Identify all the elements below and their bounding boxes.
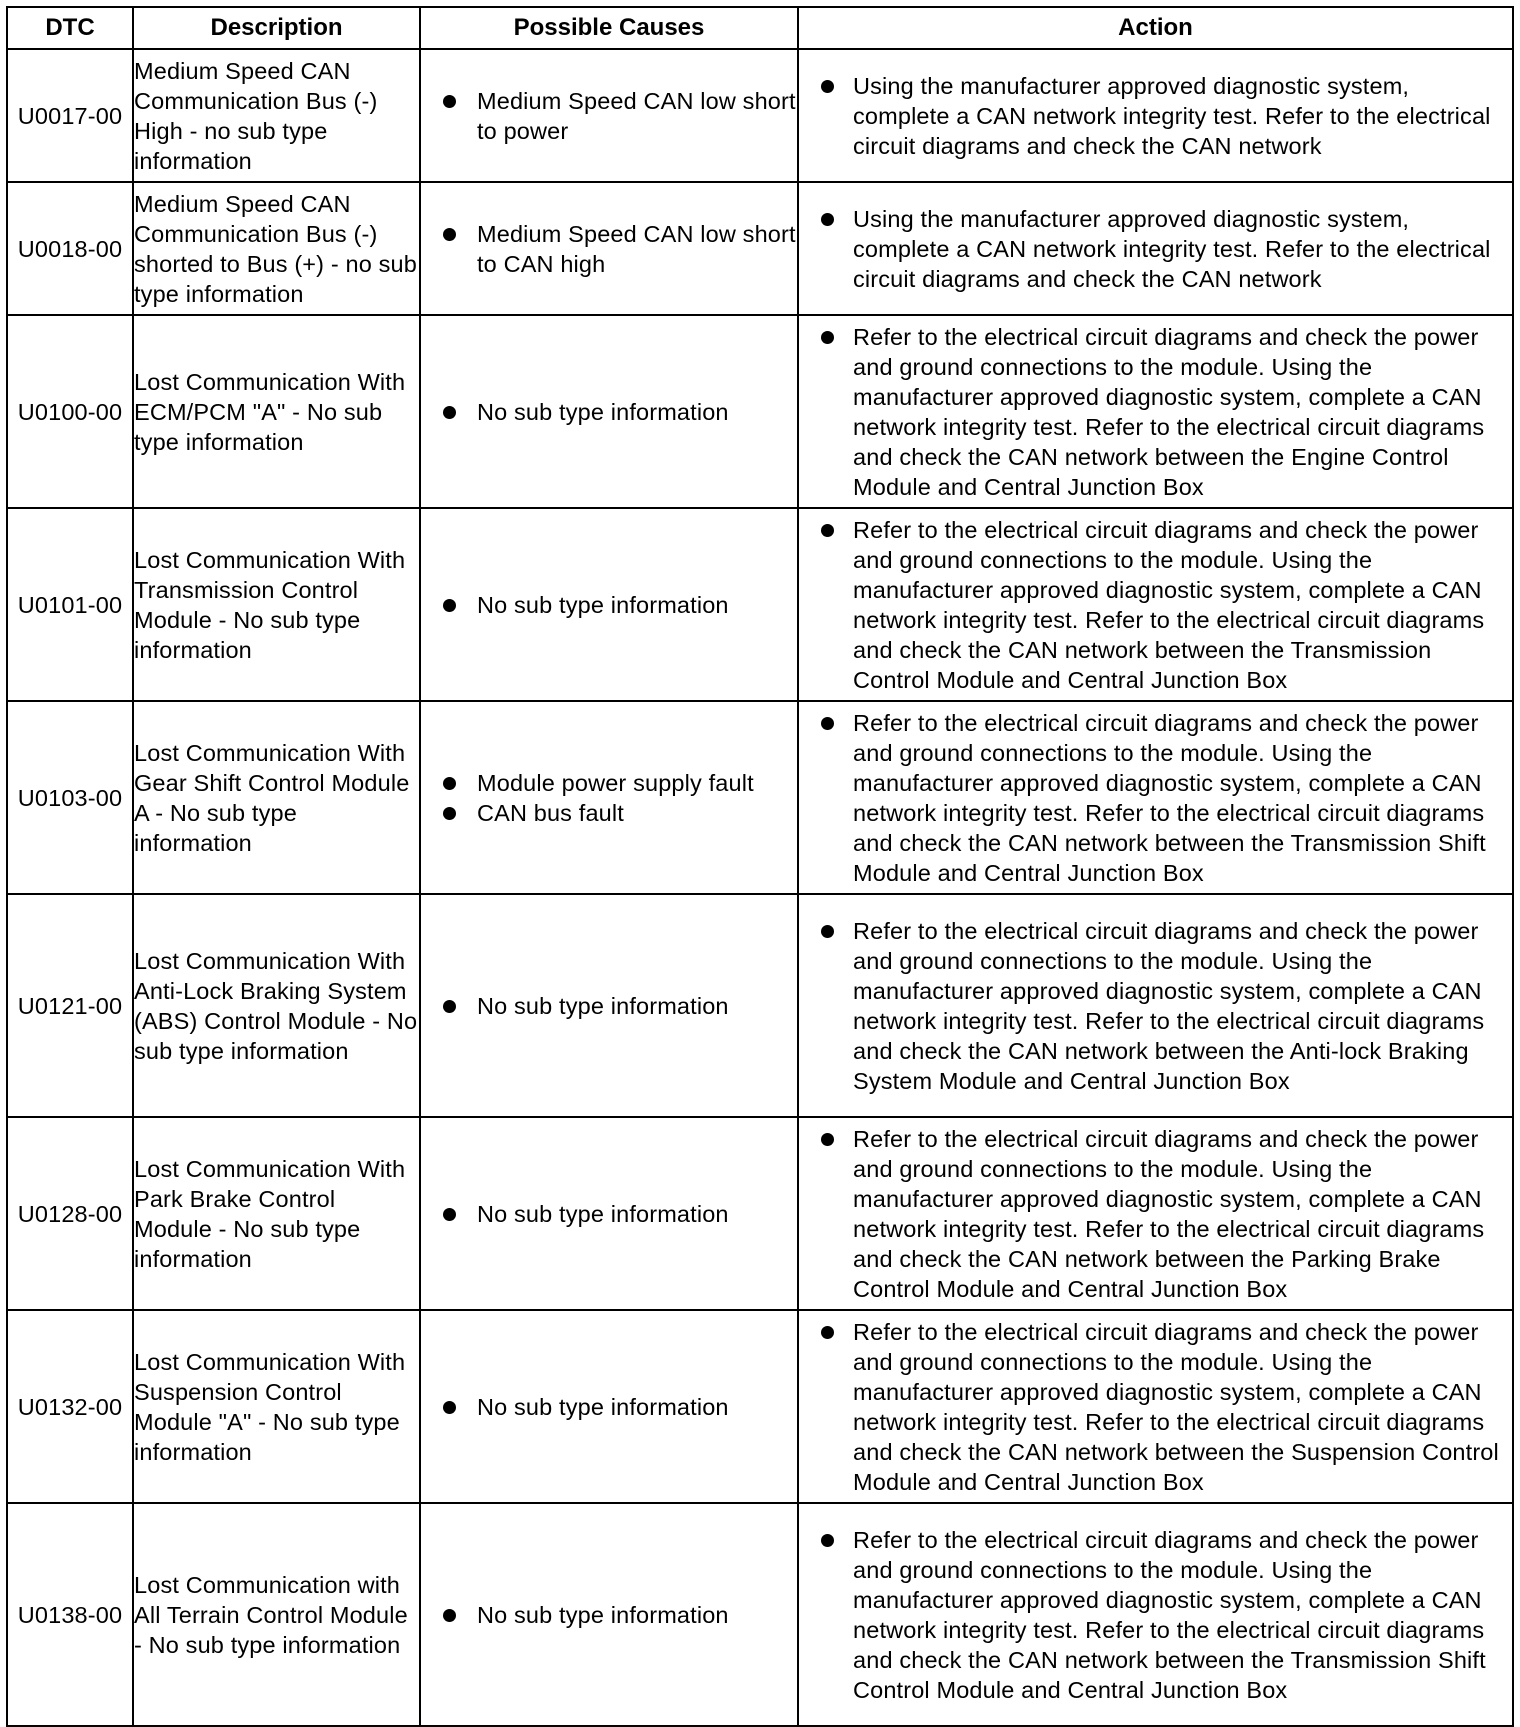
possible-causes-cell: [420, 1310, 798, 1503]
table-row: [7, 1117, 1513, 1310]
table-row: [7, 1503, 1513, 1726]
action-cell: [798, 701, 1513, 894]
description-cell: Lost Communication With Suspension Control Module "A" - No sub type information: [133, 1310, 420, 1503]
action-item: Refer to the electrical circuit diagrams and check the power and ground connections to the module. Using the manufacturer approved diagnostic system, complete a CAN network integrity test. Refer to the electrical circuit diagrams and check the CAN network between the Transmission Shift Module and Central Junction Box: [799, 708, 1512, 888]
action-list: [799, 1124, 1512, 1304]
action-item: Refer to the electrical circuit diagrams and check the power and ground connections to the module. Using the manufacturer approved diagnostic system, complete a CAN network integrity test. Refer to the electrical circuit diagrams and check the CAN network between the Anti-lock Braking System Module and Central Junction Box: [799, 916, 1512, 1096]
action-item: Refer to the electrical circuit diagrams and check the power and ground connections to the module. Using the manufacturer approved diagnostic system, complete a CAN network integrity test. Refer to the electrical circuit diagrams and check the CAN network between the Transmission Shift Control Module and Central Junction Box: [799, 1525, 1512, 1705]
description-cell: Lost Communication With Park Brake Control Module - No sub type information: [133, 1117, 420, 1310]
description-cell: Lost Communication With Gear Shift Control Module A - No sub type information: [133, 701, 420, 894]
cause-item: Medium Speed CAN low short to power: [421, 86, 797, 146]
action-item: Using the manufacturer approved diagnostic system, complete a CAN network integrity test. Refer to the electrical circuit diagrams and check the CAN network: [799, 71, 1512, 161]
cause-item: No sub type information: [421, 397, 797, 427]
possible-causes-cell: [420, 701, 798, 894]
table-row: [7, 182, 1513, 315]
possible-causes-cell: [420, 182, 798, 315]
action-list: [799, 322, 1512, 502]
description-cell: Lost Communication with All Terrain Control Module - No sub type information: [133, 1503, 420, 1726]
causes-list: [421, 397, 797, 427]
possible-causes-cell: [420, 315, 798, 508]
causes-list: [421, 590, 797, 620]
possible-causes-cell: [420, 49, 798, 182]
action-list: [799, 515, 1512, 695]
table-row: [7, 1310, 1513, 1503]
action-item: Refer to the electrical circuit diagrams and check the power and ground connections to the module. Using the manufacturer approved diagnostic system, complete a CAN network integrity test. Refer to the electrical circuit diagrams and check the CAN network between the Transmission Control Module and Central Junction Box: [799, 515, 1512, 695]
table-row: [7, 49, 1513, 182]
dtc-code-cell: U0132-00: [7, 1310, 133, 1503]
table-header: [7, 7, 1513, 49]
table-row: [7, 315, 1513, 508]
cause-item: CAN bus fault: [421, 798, 797, 828]
table-row: [7, 701, 1513, 894]
dtc-code-cell: U0121-00: [7, 894, 133, 1117]
cause-item: No sub type information: [421, 590, 797, 620]
causes-list: [421, 1392, 797, 1422]
causes-list: [421, 1199, 797, 1229]
description-cell: Lost Communication With ECM/PCM "A" - No sub type information: [133, 315, 420, 508]
dtc-code-cell: U0128-00: [7, 1117, 133, 1310]
causes-list: [421, 86, 797, 146]
causes-list: [421, 991, 797, 1021]
action-list: [799, 71, 1512, 161]
causes-list: [421, 219, 797, 279]
action-list: [799, 204, 1512, 294]
dtc-code-cell: U0138-00: [7, 1503, 133, 1726]
action-cell: [798, 49, 1513, 182]
cause-item: Medium Speed CAN low short to CAN high: [421, 219, 797, 279]
description-cell: Lost Communication With Anti-Lock Braking System (ABS) Control Module - No sub type information: [133, 894, 420, 1117]
action-cell: [798, 1503, 1513, 1726]
action-cell: [798, 1310, 1513, 1503]
possible-causes-cell: [420, 508, 798, 701]
dtc-table: [6, 6, 1514, 1727]
header-description: Description: [133, 7, 420, 49]
action-item: Refer to the electrical circuit diagrams and check the power and ground connections to the module. Using the manufacturer approved diagnostic system, complete a CAN network integrity test. Refer to the electrical circuit diagrams and check the CAN network between the Parking Brake Control Module and Central Junction Box: [799, 1124, 1512, 1304]
description-cell: Medium Speed CAN Communication Bus (-) High - no sub type information: [133, 49, 420, 182]
possible-causes-cell: [420, 1503, 798, 1726]
action-cell: [798, 894, 1513, 1117]
possible-causes-cell: [420, 894, 798, 1117]
action-list: [799, 1525, 1512, 1705]
description-cell: Medium Speed CAN Communication Bus (-) shorted to Bus (+) - no sub type information: [133, 182, 420, 315]
action-item: Using the manufacturer approved diagnostic system, complete a CAN network integrity test. Refer to the electrical circuit diagrams and check the CAN network: [799, 204, 1512, 294]
dtc-code-cell: U0103-00: [7, 701, 133, 894]
header-row: [7, 7, 1513, 49]
dtc-code-cell: U0101-00: [7, 508, 133, 701]
action-list: [799, 1317, 1512, 1497]
possible-causes-cell: [420, 1117, 798, 1310]
dtc-code-cell: U0017-00: [7, 49, 133, 182]
action-cell: [798, 182, 1513, 315]
table-body: [7, 49, 1513, 1726]
header-dtc: DTC: [7, 7, 133, 49]
action-item: Refer to the electrical circuit diagrams and check the power and ground connections to the module. Using the manufacturer approved diagnostic system, complete a CAN network integrity test. Refer to the electrical circuit diagrams and check the CAN network between the Engine Control Module and Central Junction Box: [799, 322, 1512, 502]
cause-item: Module power supply fault: [421, 768, 797, 798]
cause-item: No sub type information: [421, 1600, 797, 1630]
action-cell: [798, 508, 1513, 701]
causes-list: [421, 1600, 797, 1630]
cause-item: No sub type information: [421, 1392, 797, 1422]
cause-item: No sub type information: [421, 1199, 797, 1229]
description-cell: Lost Communication With Transmission Control Module - No sub type information: [133, 508, 420, 701]
action-cell: [798, 1117, 1513, 1310]
header-action: Action: [798, 7, 1513, 49]
action-cell: [798, 315, 1513, 508]
header-possible-causes: Possible Causes: [420, 7, 798, 49]
cause-item: No sub type information: [421, 991, 797, 1021]
action-item: Refer to the electrical circuit diagrams and check the power and ground connections to the module. Using the manufacturer approved diagnostic system, complete a CAN network integrity test. Refer to the electrical circuit diagrams and check the CAN network between the Suspension Control Module and Central Junction Box: [799, 1317, 1512, 1497]
dtc-code-cell: U0100-00: [7, 315, 133, 508]
dtc-code-cell: U0018-00: [7, 182, 133, 315]
action-list: [799, 708, 1512, 888]
causes-list: [421, 768, 797, 828]
action-list: [799, 916, 1512, 1096]
table-row: [7, 508, 1513, 701]
table-row: [7, 894, 1513, 1117]
